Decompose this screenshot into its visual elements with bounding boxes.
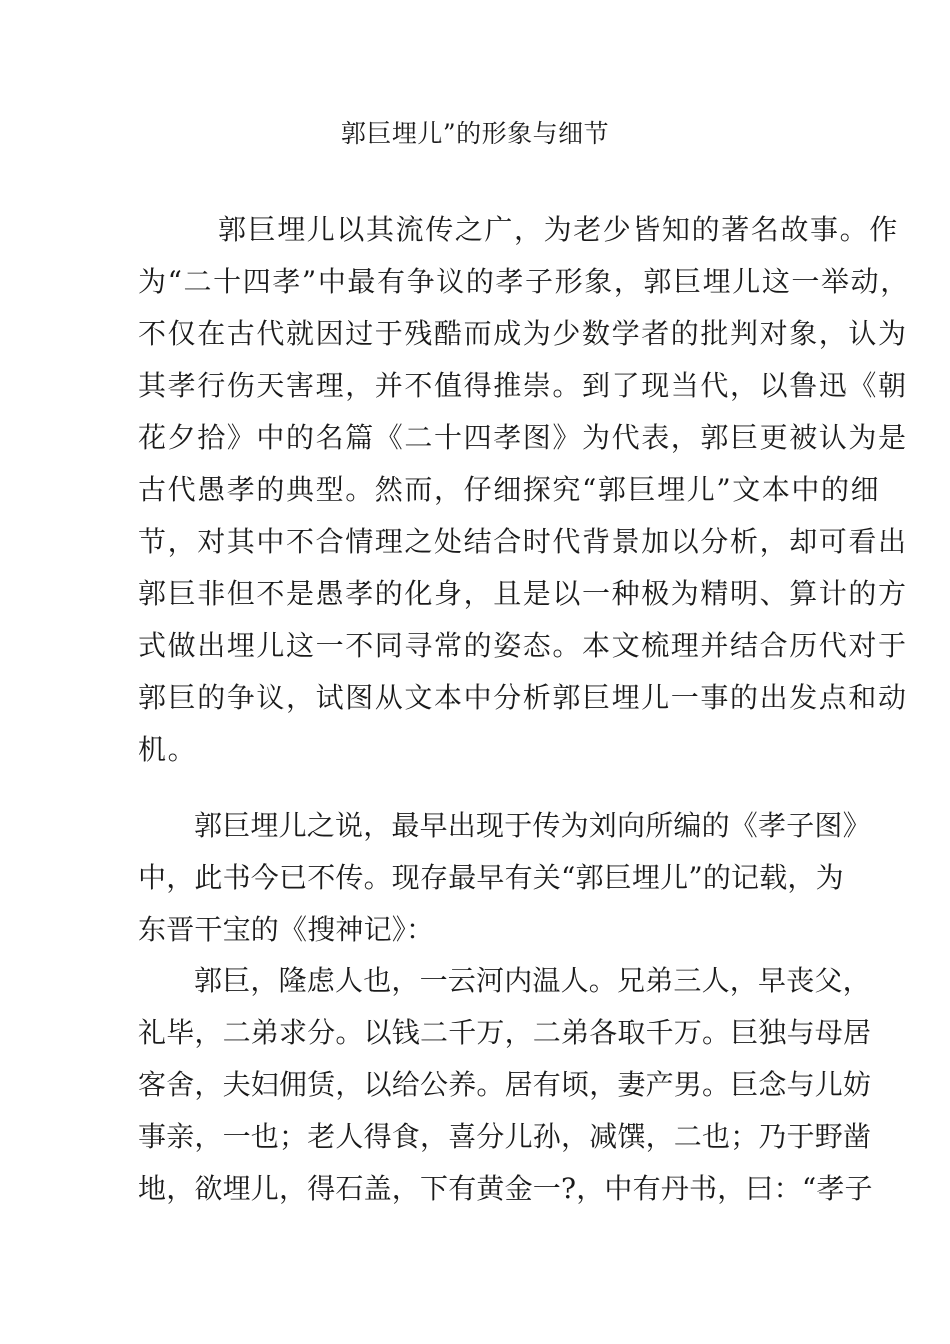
text-line: 东晋干宝的《搜神记》： — [138, 913, 435, 946]
text-line: 节，对其中不合情理之处结合时代背景加以分析，却可看出 — [138, 525, 908, 558]
paragraph-quote — [138, 955, 873, 1215]
text-line: 郭巨的争议，试图从文本中分析郭巨埋儿一事的出发点和动 — [138, 681, 908, 714]
text-line: 地，欲埋儿，得石盖，下有黄金一?，中有丹书，曰：“孝子 — [138, 1172, 873, 1205]
text-line: 其孝行伤天害理，并不值得推崇。到了现当代，以鲁迅《朝 — [138, 369, 908, 402]
text-line: 郭巨埋儿以其流传之广，为老少皆知的著名故事。作 — [218, 213, 899, 246]
text-line: 礼毕，二弟求分。以钱二千万，二弟各取千万。巨独与母居 — [138, 1016, 872, 1049]
text-line: 郭巨非但不是愚孝的化身，且是以一种极为精明、算计的方 — [138, 577, 908, 610]
text-line: 古代愚孝的典型。然而，仔细探究“郭巨埋儿”文本中的细 — [138, 473, 881, 506]
text-line: 花夕拾》中的名篇《二十四孝图》为代表，郭巨更被认为是 — [138, 421, 908, 454]
text-line: 郭巨埋儿之说，最早出现于传为刘向所编的《孝子图》 — [194, 809, 871, 842]
text-line: 事亲，一也；老人得食，喜分儿孙，减馔，二也；乃于野凿 — [138, 1120, 872, 1153]
document-title: 郭巨埋儿”的形象与细节 — [340, 119, 610, 148]
text-line: 中，此书今已不传。现存最早有关“郭巨埋儿”的记载，为 — [138, 861, 844, 894]
text-line: 为“二十四孝”中最有争议的孝子形象，郭巨埋儿这一举动， — [138, 265, 910, 298]
paragraph-origin — [138, 800, 871, 956]
text-line: 机。 — [138, 733, 198, 766]
text-line: 不仅在古代就因过于残酷而成为少数学者的批判对象，认为 — [138, 317, 908, 350]
text-line: 式做出埋儿这一不同寻常的姿态。本文梳理并结合历代对于 — [138, 629, 908, 662]
paragraph-intro — [138, 204, 910, 776]
text-line: 郭巨，隆虑人也，一云河内温人。兄弟三人，早丧父， — [194, 964, 871, 997]
text-line: 客舍，夫妇佣赁，以给公养。居有顷，妻产男。巨念与儿妨 — [138, 1068, 872, 1101]
